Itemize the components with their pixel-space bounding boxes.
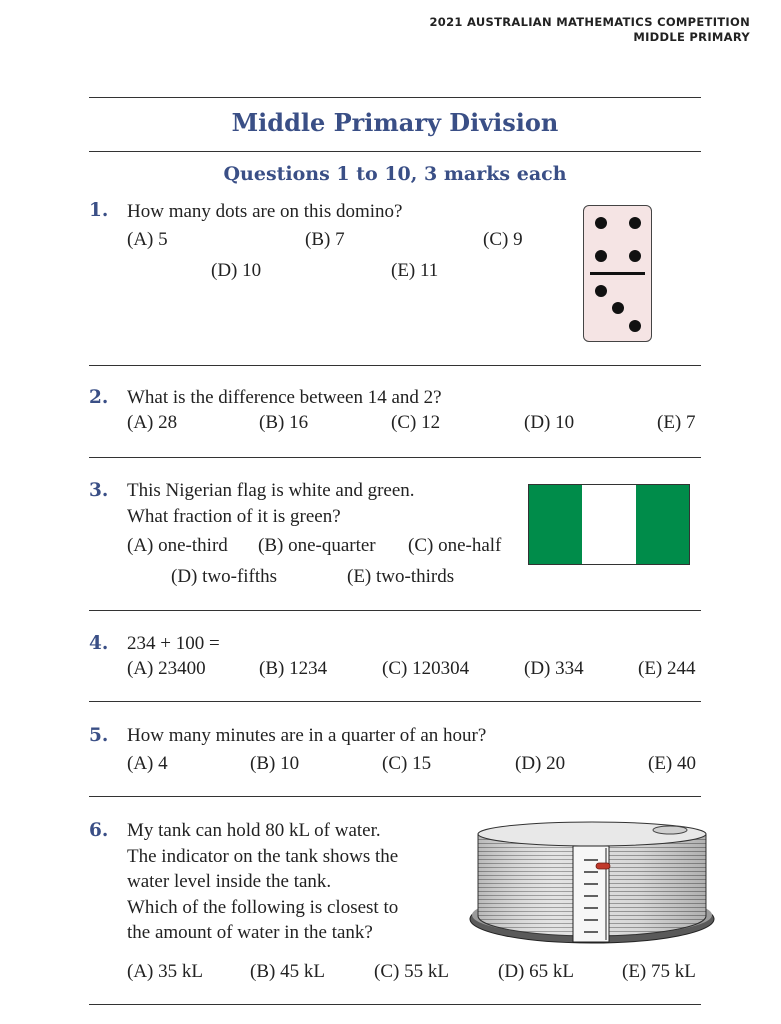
- question-number: 1.: [89, 200, 109, 221]
- question-text: the amount of water in the tank?: [127, 922, 373, 943]
- option-e[interactable]: (E) 244: [638, 658, 696, 679]
- question-number: 5.: [89, 725, 109, 746]
- option-b[interactable]: (B) 45 kL: [250, 961, 325, 982]
- nigerian-flag-image: [528, 484, 690, 565]
- option-b[interactable]: (B) 7: [305, 229, 345, 250]
- question-number: 6.: [89, 820, 109, 841]
- question-text: How many minutes are in a quarter of an hour?: [127, 725, 487, 746]
- option-d[interactable]: (D) 20: [515, 753, 566, 774]
- option-d[interactable]: (D) two-fifths: [171, 566, 278, 587]
- option-e[interactable]: (E) 11: [391, 260, 439, 281]
- option-a[interactable]: (A) 28: [127, 412, 178, 433]
- flag-white-stripe: [582, 485, 635, 564]
- option-c[interactable]: (C) 15: [382, 753, 432, 774]
- option-c[interactable]: (C) 9: [483, 229, 523, 250]
- option-a[interactable]: (A) 4: [127, 753, 168, 774]
- division-title: Middle Primary Division: [231, 108, 559, 137]
- option-e[interactable]: (E) two-thirds: [347, 566, 455, 587]
- question-text: 234 + 100 =: [127, 633, 220, 654]
- option-b[interactable]: (B) one-quarter: [258, 535, 376, 556]
- question-text: How many dots are on this domino?: [127, 201, 403, 222]
- question-text: The indicator on the tank shows the: [127, 846, 399, 867]
- option-e[interactable]: (E) 75 kL: [622, 961, 696, 982]
- divider: [89, 151, 701, 152]
- domino-dot: [612, 302, 624, 314]
- competition-header: [430, 15, 751, 45]
- header-line-2: MIDDLE PRIMARY: [633, 30, 750, 44]
- domino-dot: [629, 320, 641, 332]
- question-text: What is the difference between 14 and 2?: [127, 387, 442, 408]
- option-c[interactable]: (C) 12: [391, 412, 441, 433]
- header-line-1: 2021 AUSTRALIAN MATHEMATICS COMPETITION: [429, 15, 750, 29]
- option-c[interactable]: (C) 55 kL: [374, 961, 449, 982]
- question-number: 3.: [89, 480, 109, 501]
- divider: [89, 457, 701, 458]
- option-d[interactable]: (D) 334: [524, 658, 584, 679]
- domino-dot: [595, 217, 607, 229]
- domino-dot: [629, 250, 641, 262]
- divider: [89, 365, 701, 366]
- option-a[interactable]: (A) 5: [127, 229, 168, 250]
- domino-dot: [595, 285, 607, 297]
- section-heading: Questions 1 to 10, 3 marks each: [223, 163, 567, 185]
- question-number: 4.: [89, 633, 109, 654]
- domino-dot: [629, 217, 641, 229]
- divider: [89, 97, 701, 98]
- option-c[interactable]: (C) one-half: [408, 535, 502, 556]
- option-e[interactable]: (E) 7: [657, 412, 696, 433]
- question-text: This Nigerian flag is white and green.: [127, 480, 415, 501]
- option-b[interactable]: (B) 10: [250, 753, 300, 774]
- option-b[interactable]: (B) 16: [259, 412, 309, 433]
- divider: [89, 610, 701, 611]
- option-d[interactable]: (D) 10: [211, 260, 262, 281]
- flag-green-stripe: [636, 485, 689, 564]
- question-text: What fraction of it is green?: [127, 506, 341, 527]
- question-text: water level inside the tank.: [127, 871, 332, 892]
- option-b[interactable]: (B) 1234: [259, 658, 328, 679]
- domino-image: [583, 205, 652, 342]
- domino-dot: [595, 250, 607, 262]
- option-a[interactable]: (A) one-third: [127, 535, 228, 556]
- question-number: 2.: [89, 387, 109, 408]
- water-tank-image: [468, 820, 716, 952]
- option-c[interactable]: (C) 120304: [382, 658, 470, 679]
- divider: [89, 701, 701, 702]
- option-e[interactable]: (E) 40: [648, 753, 697, 774]
- flag-green-stripe: [529, 485, 582, 564]
- question-text: My tank can hold 80 kL of water.: [127, 820, 381, 841]
- divider: [89, 1004, 701, 1005]
- divider: [89, 796, 701, 797]
- question-text: Which of the following is closest to: [127, 897, 399, 918]
- option-a[interactable]: (A) 35 kL: [127, 961, 203, 982]
- option-a[interactable]: (A) 23400: [127, 658, 206, 679]
- option-d[interactable]: (D) 65 kL: [498, 961, 574, 982]
- domino-divider: [590, 272, 645, 275]
- option-d[interactable]: (D) 10: [524, 412, 575, 433]
